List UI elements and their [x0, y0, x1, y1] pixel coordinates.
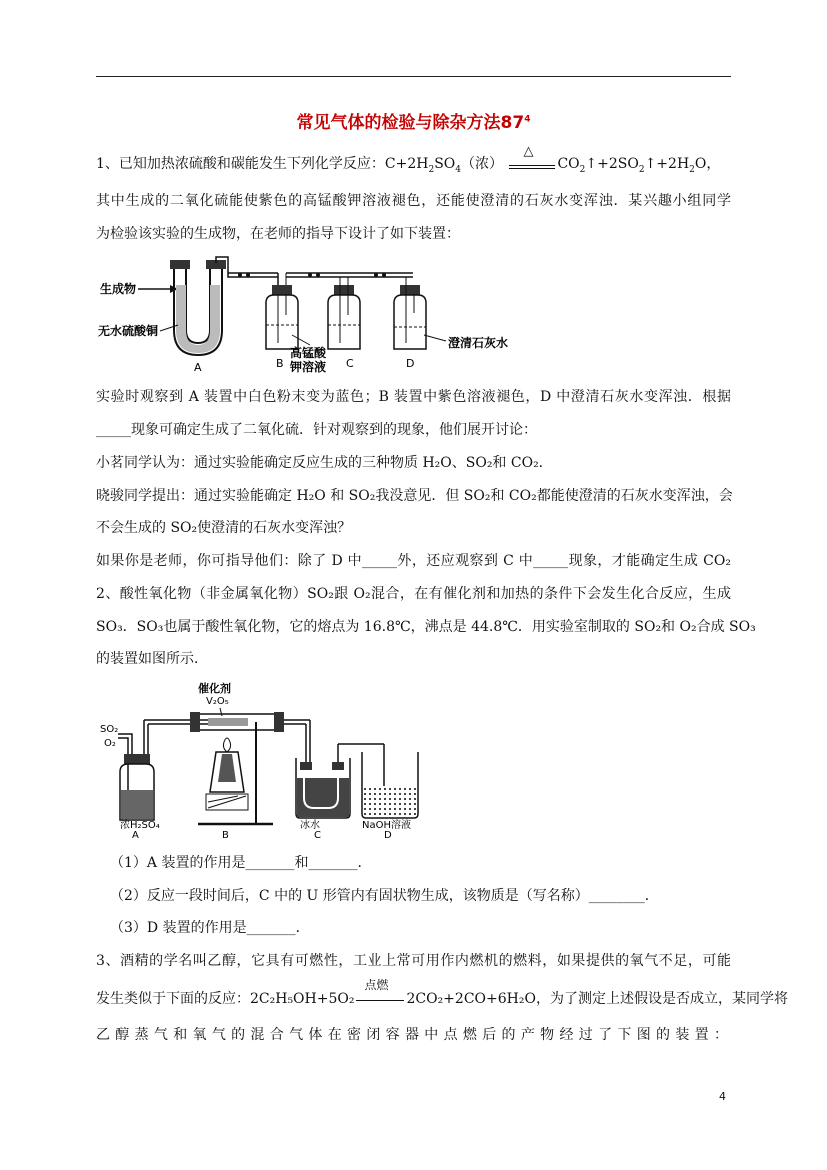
svg-text:C: C [314, 830, 321, 838]
svg-text:钾溶液: 钾溶液 [290, 360, 327, 374]
page-title: 常见气体的检验与除杂方法$87^4$ [296, 113, 531, 133]
q1-line7: 晓骏同学提出：通过实验能确定 H₂O 和 SO₂我没意见．但 SO₂和 CO₂都能使澄清的石灰水变浑浊，会 [96, 488, 733, 504]
svg-text:冰水: 冰水 [300, 820, 320, 831]
svg-text:V₂O₅: V₂O₅ [206, 696, 229, 707]
ignite-condition: 点燃 [354, 990, 406, 1008]
q2-sub3: （3）D 装置的作用是_______． [110, 920, 310, 936]
q1-line8: 不会生成的 SO₂使澄清的石灰水变浑浊？ [96, 520, 352, 536]
svg-text:NaOH溶液: NaOH溶液 [362, 820, 411, 831]
header-rule [96, 76, 731, 77]
q2-line2: SO₃．SO₃也属于酸性氧化物，它的熔点为 16.8℃，沸点是 44.8℃．用实验室制取的 SO₂和 O₂合成 SO₃ [96, 619, 756, 635]
q1-stem: 1、已知加热浓硫酸和碳能发生下列化学反应：$C+2H_2SO_4$（浓） △ $CO_2↑+2SO_2↑+2H_2O$， [96, 144, 721, 175]
svg-text:无水硫酸铜: 无水硫酸铜 [98, 324, 159, 338]
page-number: 4 [719, 1090, 726, 1103]
svg-text:D: D [384, 830, 392, 838]
svg-text:澄清石灰水: 澄清石灰水 [448, 336, 509, 350]
svg-text:B: B [222, 830, 229, 838]
q3-line2: 发生类似于下面的反应：2C₂H₅OH+5O₂ 点燃 2CO₂+2CO+6H₂O，为了测定上述假设是否成立，某同学将 [96, 978, 788, 1007]
q2-sub2: （2）反应一段时间后，C 中的 U 形管内有固状物生成，该物质是（写名称）________． [110, 888, 659, 904]
svg-text:浓H₂SO₄: 浓H₂SO₄ [120, 820, 160, 831]
q1-line2: 其中生成的二氧化硫能使紫色的高锰酸钾溶液褪色，还能使澄清的石灰水变浑浊．某兴趣小组同学 [96, 193, 731, 209]
q2-sub1: （1）A 装置的作用是_______和_______． [110, 855, 372, 871]
figure-1-apparatus [98, 255, 538, 375]
svg-text:A: A [132, 830, 139, 838]
svg-text:高锰酸: 高锰酸 [290, 346, 327, 360]
q3-line1: 3、酒精的学名叫乙醇，它具有可燃性，工业上常可用作内燃机的燃料，如果提供的氧气不足，可能 [96, 953, 731, 969]
q3-line3: 乙醇蒸气和氧气的混合气体在密闭容器中点燃后的产物经过了下图的装置： [96, 1027, 731, 1043]
svg-text:D: D [406, 357, 415, 370]
figure-2-apparatus [98, 682, 428, 838]
q2-line3: 的装置如图所示． [96, 651, 208, 667]
q1-line3: 为检验该实验的生成物，在老师的指导下设计了如下装置： [96, 226, 460, 242]
svg-text:B: B [276, 357, 284, 370]
svg-text:O₂: O₂ [104, 738, 116, 749]
q1-line9: 如果你是老师，你可指导他们：除了 D 中_____外，还应观察到 C 中_____现象，才能确定生成 CO₂ [96, 553, 731, 569]
svg-text:C: C [346, 357, 354, 370]
svg-text:生成物: 生成物 [100, 282, 137, 296]
q1-line6: 小茗同学认为：通过实验能确定反应生成的三种物质 H₂O、SO₂和 CO₂． [96, 455, 553, 471]
svg-text:催化剂: 催化剂 [198, 682, 231, 695]
q1-line5: _____现象可确定生成了二氧化硫．针对观察到的现象，他们展开讨论： [96, 422, 537, 438]
svg-text:SO₂: SO₂ [100, 724, 119, 735]
q1-line4: 实验时观察到 A 装置中白色粉末变为蓝色；B 装置中紫色溶液褪色，D 中澄清石灰水变浑浊．根据 [96, 389, 731, 405]
svg-text:A: A [194, 361, 202, 374]
q2-line1: 2、酸性氧化物（非金属氧化物）SO₂跟 O₂混合，在有催化剂和加热的条件下会发生化合反应，生成 [96, 586, 731, 602]
heat-condition: △ [507, 155, 557, 173]
